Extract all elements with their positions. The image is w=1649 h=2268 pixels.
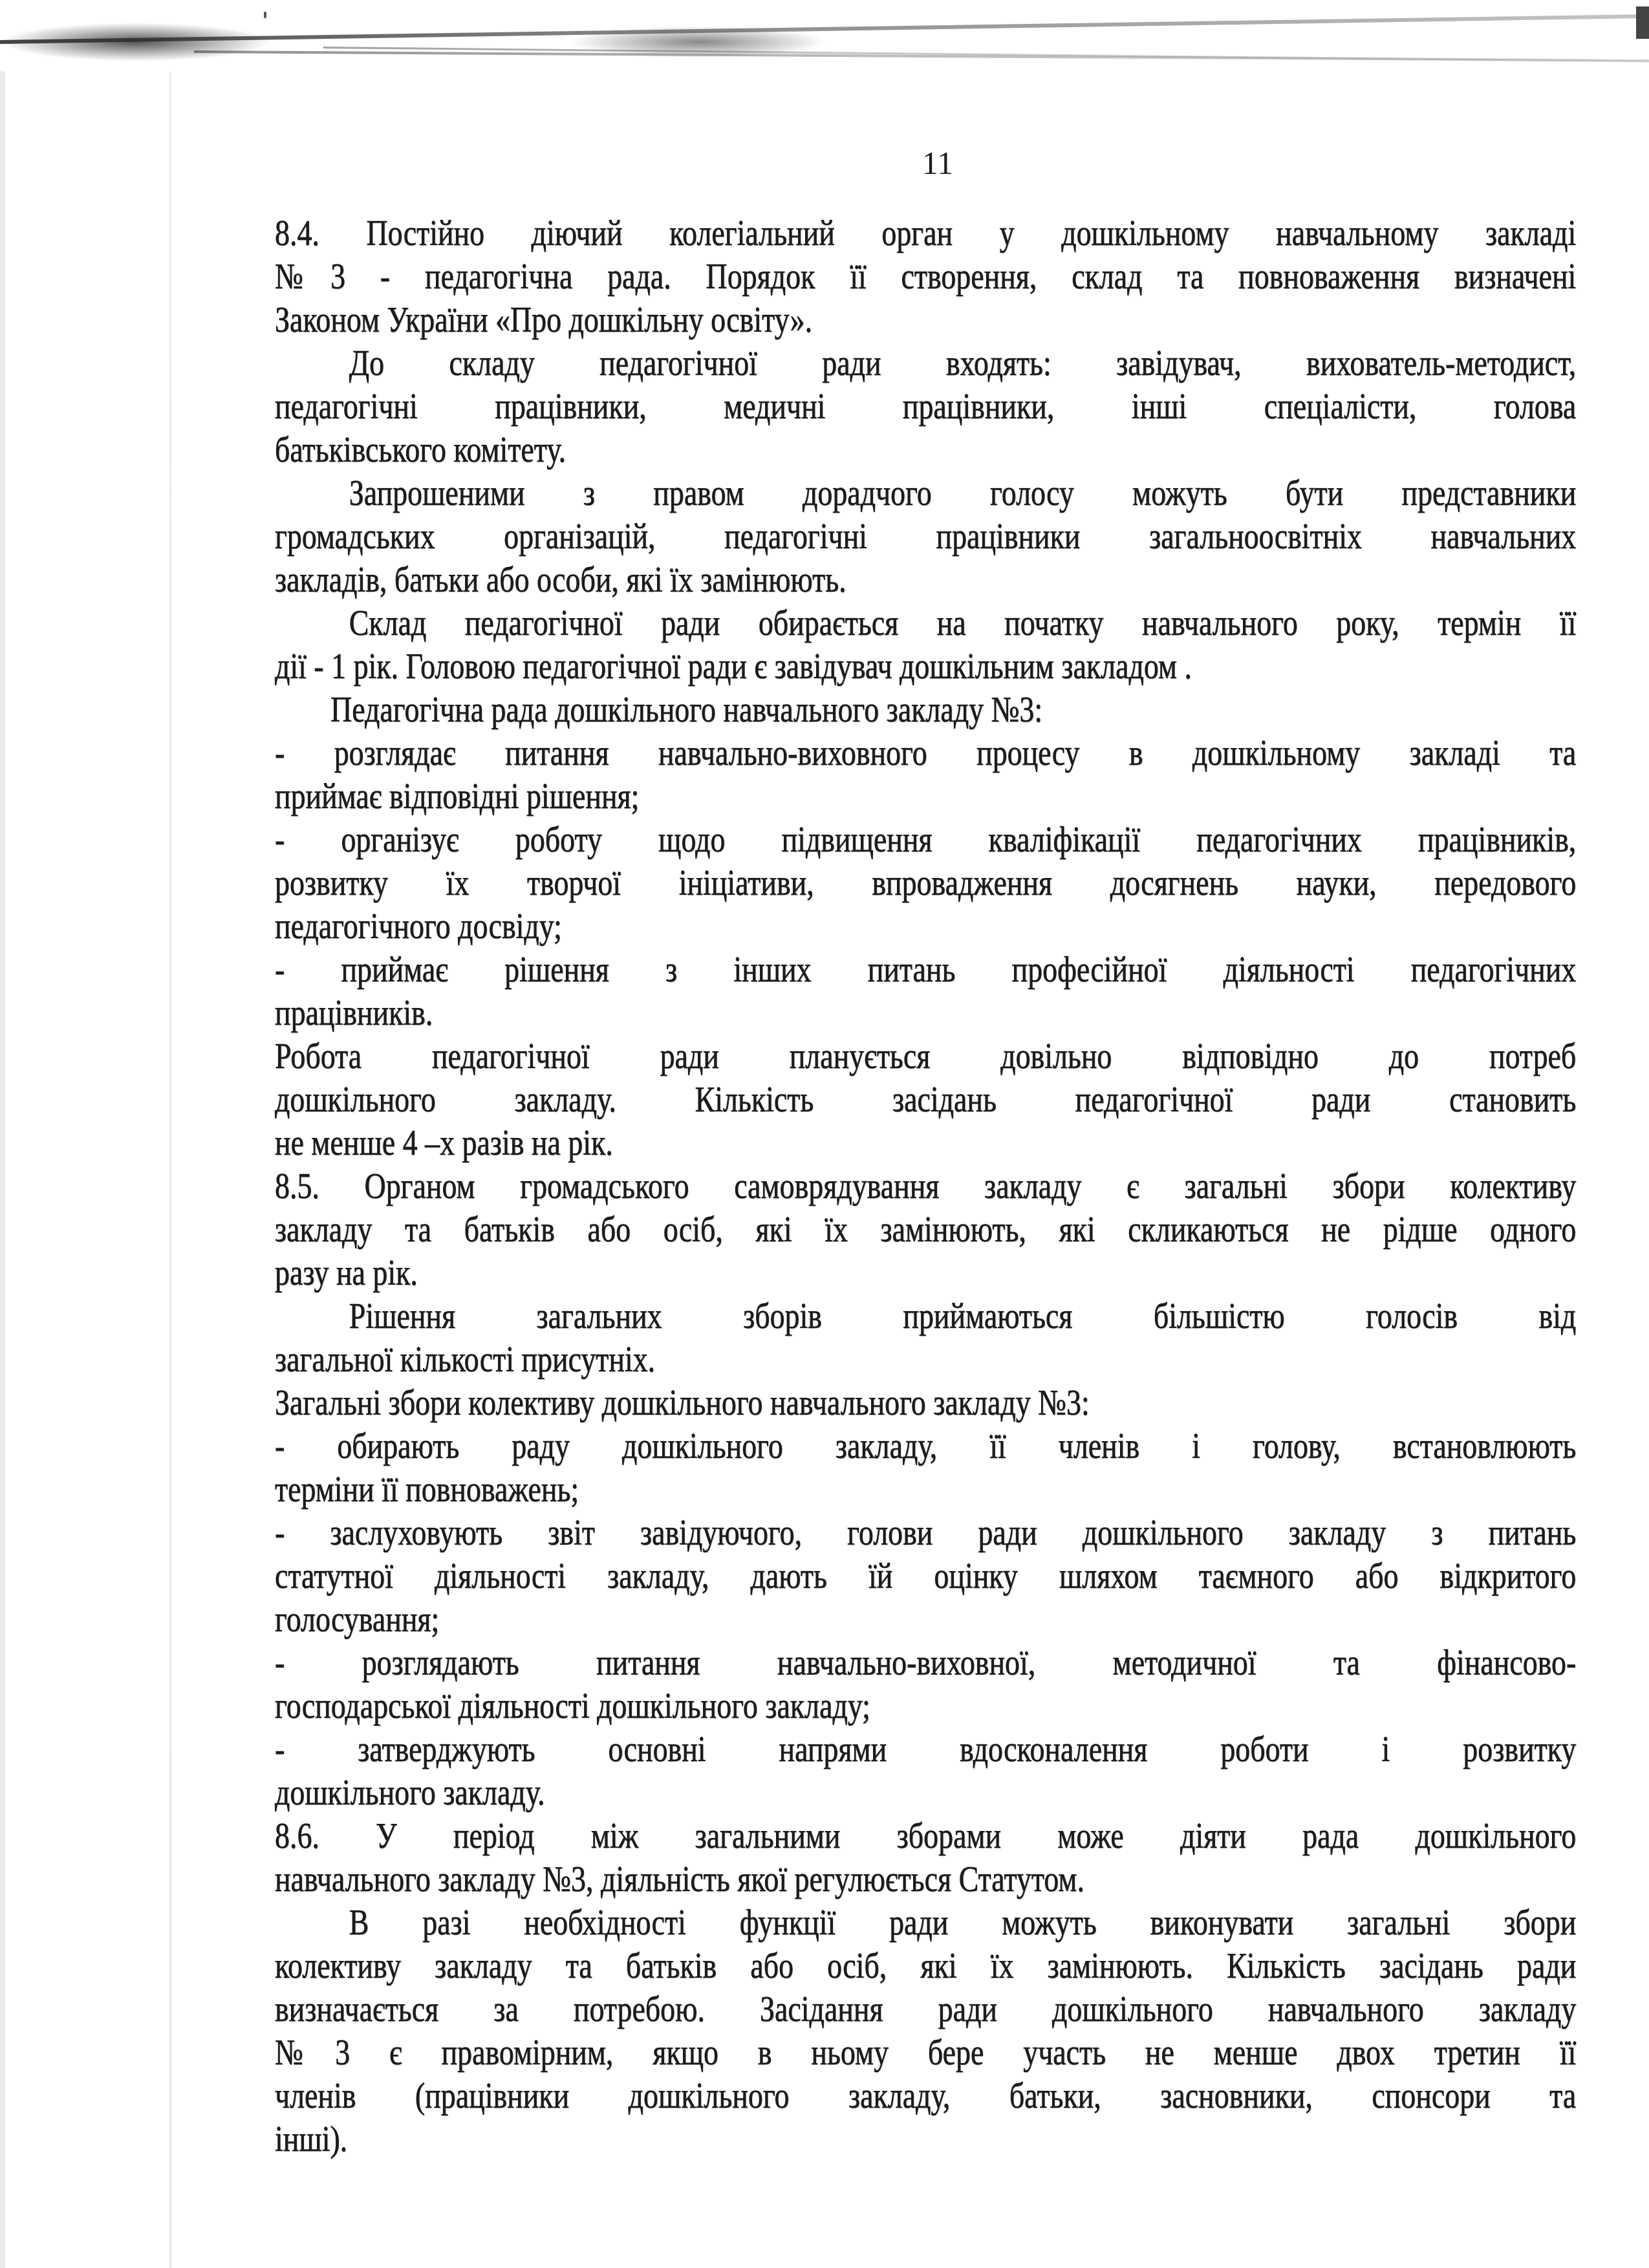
text-line-content: закладу та батьків або осіб, які їх замінюють, які скликаються не рідше одного xyxy=(275,1210,1577,1250)
text-line-content: інші). xyxy=(275,2119,348,2159)
text-line-content: - обирають раду дошкільного закладу, її членів і голову, встановлюють xyxy=(275,1426,1577,1466)
text-line xyxy=(275,342,1576,385)
text-line xyxy=(275,1988,1576,2031)
text-line-content: статутної діяльності закладу, дають їй оцінку шляхом таємного або відкритого xyxy=(275,1556,1577,1596)
text-line-content: голосування; xyxy=(275,1599,440,1640)
text-line xyxy=(275,2031,1576,2075)
text-line xyxy=(275,1598,1576,1642)
text-line-content: дії - 1 рік. Головою педагогічної ради є завідувач дошкільним закладом . xyxy=(275,647,1192,687)
text-line-content: Педагогічна рада дошкільного навчального закладу №3: xyxy=(330,690,1043,730)
text-line-content: - заслуховують звіт завідуючого, голови ради дошкільного закладу з питань xyxy=(275,1513,1577,1553)
scanner-edge-artifact xyxy=(0,0,1649,71)
text-line xyxy=(275,948,1576,992)
text-line xyxy=(275,1382,1576,1425)
text-line xyxy=(275,429,1576,472)
text-line xyxy=(275,818,1576,862)
text-line xyxy=(275,1815,1576,1858)
text-line-content: Законом України «Про дошкільну освіту». xyxy=(275,300,813,340)
text-line xyxy=(275,1252,1576,1295)
text-line xyxy=(275,1728,1576,1771)
text-line xyxy=(275,602,1576,645)
text-line-content: батьківського комітету. xyxy=(275,430,566,470)
text-line-content: Рішення загальних зборів приймаються більшістю голосів від xyxy=(349,1296,1577,1336)
text-line xyxy=(275,299,1576,342)
text-line xyxy=(275,645,1576,689)
text-line xyxy=(275,1945,1576,1988)
text-line-content: - розглядає питання навчально-виховного процесу в дошкільному закладі та xyxy=(275,733,1577,773)
page-margin-line xyxy=(169,71,171,2268)
text-line-content: працівників. xyxy=(275,993,433,1033)
text-line-content: членів (працівники дошкільного закладу, батьки, засновники, спонсори та xyxy=(275,2076,1577,2116)
text-line-content: розвитку їх творчої ініціативи, впровадження досягнень науки, передового xyxy=(275,863,1577,903)
text-line xyxy=(275,1901,1576,1945)
text-line xyxy=(275,1165,1576,1208)
text-line-content: дошкільного закладу. Кількість засідань педагогічної ради становить xyxy=(275,1080,1577,1120)
text-line xyxy=(275,1685,1576,1728)
text-line xyxy=(275,472,1576,515)
text-line-content: - затверджують основні напрями вдосконалення роботи і розвитку xyxy=(275,1729,1577,1770)
text-line xyxy=(275,775,1576,818)
text-line xyxy=(275,1642,1576,1685)
text-line xyxy=(275,1425,1576,1468)
text-line-content: №3 - педагогічна рада. Порядок її створення, склад та повноваження визначені xyxy=(275,257,1577,297)
text-line xyxy=(275,559,1576,602)
text-line-content: - приймає рішення з інших питань професійної діяльності педагогічних xyxy=(275,950,1577,990)
text-line xyxy=(275,1208,1576,1252)
text-line-content: визначається за потребою. Засідання ради дошкільного навчального закладу xyxy=(275,1989,1577,2029)
text-line-content: педагогічного досвіду; xyxy=(275,906,562,947)
text-line-content: 8.6. У період між загальними зборами може діяти рада дошкільного xyxy=(275,1816,1577,1856)
text-line-content: загальної кількості присутніх. xyxy=(275,1340,656,1380)
text-line xyxy=(275,1771,1576,1815)
text-line-content: господарської діяльності дошкільного закладу; xyxy=(275,1686,870,1726)
text-line xyxy=(275,255,1576,299)
text-line-content: не менше 4 –х разів на рік. xyxy=(275,1123,613,1163)
text-line xyxy=(275,1555,1576,1598)
text-line-content: Запрошеними з правом дорадчого голосу можуть бути представники xyxy=(349,473,1577,513)
text-line xyxy=(275,1078,1576,1122)
text-line-content: разу на рік. xyxy=(275,1253,418,1293)
text-line-content: громадських організацій, педагогічні працівники загальноосвітніх навчальних xyxy=(275,517,1577,557)
text-line xyxy=(275,905,1576,948)
text-line xyxy=(275,1858,1576,1901)
text-line xyxy=(275,515,1576,559)
text-line-content: До складу педагогічної ради входять: завідувач, вихователь-методист, xyxy=(349,343,1577,383)
text-line-content: - організує роботу щодо підвищення кваліфікації педагогічних працівників, xyxy=(275,820,1577,860)
text-line xyxy=(275,1035,1576,1078)
text-line-content: 8.5. Органом громадського самоврядування закладу є загальні збори колективу xyxy=(275,1166,1577,1206)
text-line xyxy=(275,1468,1576,1512)
text-line xyxy=(275,1122,1576,1165)
text-line-content: №3 є правомірним, якщо в ньому бере участь не менше двох третин її xyxy=(275,2033,1577,2073)
text-line xyxy=(275,1338,1576,1382)
page-number: 11 xyxy=(921,145,954,181)
text-line-content: терміни її повноважень; xyxy=(275,1470,579,1510)
text-line-content: Робота педагогічної ради планується довільно відповідно до потреб xyxy=(275,1036,1577,1076)
text-line-content: Загальні збори колективу дошкільного навчального закладу №3: xyxy=(275,1383,1090,1423)
text-line xyxy=(275,1295,1576,1338)
text-line-content: 8.4. Постійно діючий колегіальний орган у дошкільному навчальному закладі xyxy=(275,213,1577,253)
text-line xyxy=(275,689,1576,732)
text-line-content: навчального закладу №3, діяльність якої регулюється Статутом. xyxy=(275,1859,1084,1899)
text-line-content: педагогічні працівники, медичні працівники, інші спеціалісти, голова xyxy=(275,387,1577,427)
text-line xyxy=(275,385,1576,429)
text-line-content: закладів, батьки або особи, які їх замінюють. xyxy=(275,560,846,600)
document-body xyxy=(275,212,1576,2161)
text-line xyxy=(275,862,1576,905)
text-line xyxy=(275,732,1576,775)
text-line-content: колективу закладу та батьків або осіб, які їх замінюють. Кількість засідань ради xyxy=(275,1946,1577,1986)
text-line xyxy=(275,2075,1576,2118)
text-line-content: дошкільного закладу. xyxy=(275,1773,545,1813)
text-line-content: приймає відповідні рішення; xyxy=(275,776,640,817)
text-line xyxy=(275,992,1576,1035)
page-left-edge-shadow xyxy=(0,71,5,2268)
text-line xyxy=(275,2118,1576,2161)
text-line xyxy=(275,1512,1576,1555)
text-line-content: - розглядають питання навчально-виховної, методичної та фінансово- xyxy=(275,1643,1577,1683)
text-line-content: Склад педагогічної ради обирається на початку навчального року, термін її xyxy=(349,603,1577,643)
text-line-content: В разі необхідності функції ради можуть виконувати загальні збори xyxy=(349,1903,1577,1943)
text-line xyxy=(275,212,1576,255)
